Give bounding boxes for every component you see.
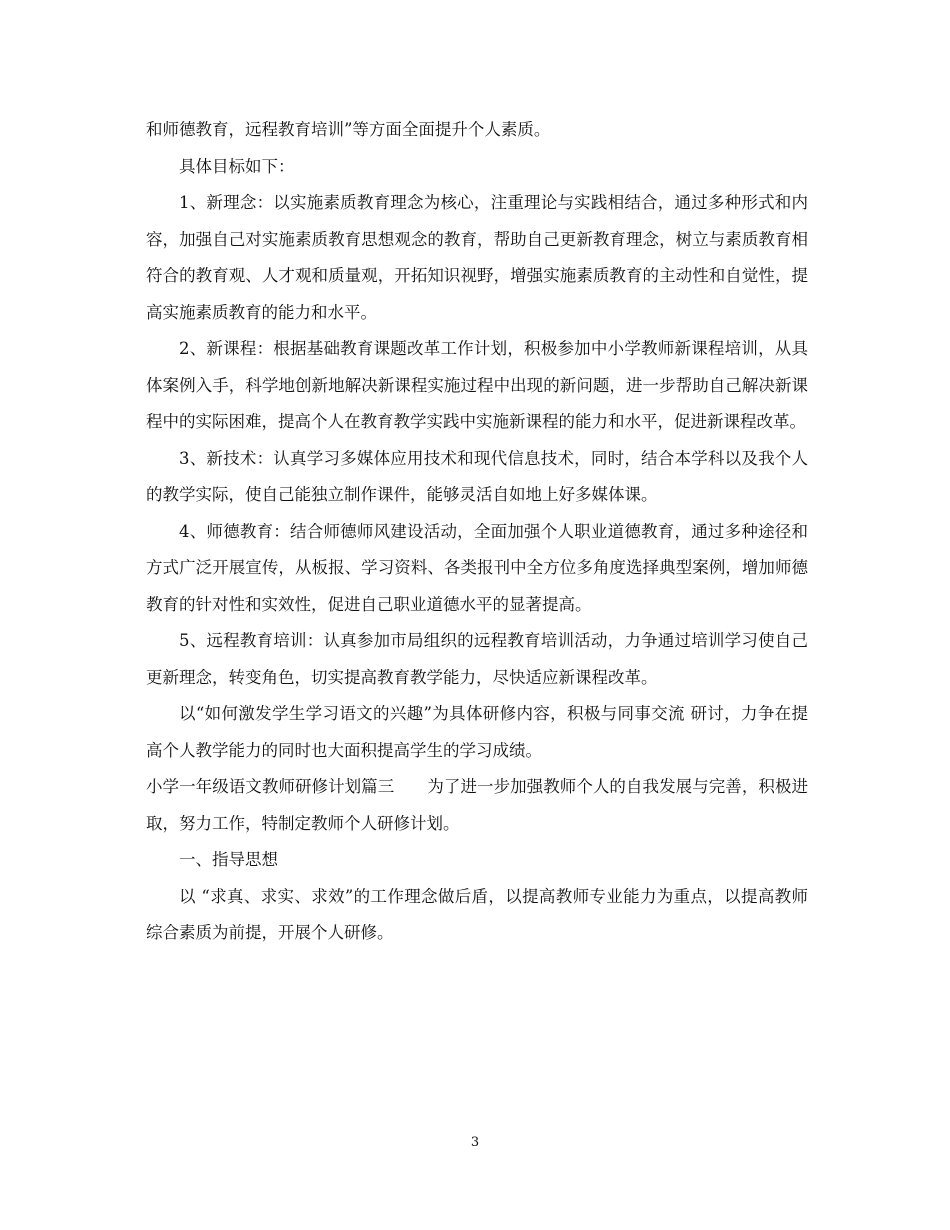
paragraph-goals-heading: 具体目标如下：	[179, 156, 295, 176]
paragraph-new-concept: 1、新理念：以实施素质教育理念为核心，注重理论与实践相结合，通过多种形式和内容，加强自己对实施素质教育思想观念的教育，帮助自己更新教育理念，树立与素质教育相符合的教育观、人才观和质量观，开拓知识视野，增强实施素质教育的主动性和自觉性，提高实施素质教育的能力和水平。	[146, 193, 808, 322]
page-number: 3	[470, 1135, 480, 1150]
paragraph-continuation: 和师德教育，远程教育培训”等方面全面提升个人素质。	[146, 120, 551, 139]
paragraph-new-technology: 3、新技术：认真学习多媒体应用技术和现代信息技术，同时，结合本学科以及我个人的教学实际，使自己能独立制作课件，能够灵活自如地上好多媒体课。	[146, 448, 808, 504]
paragraph-research-content: 以“如何激发学生学习语文的兴趣”为具体研修内容，积极与同事交流 研讨，力争在提高个人教学能力的同时也大面积提高学生的学习成绩。	[146, 704, 808, 760]
paragraph-new-curriculum: 2、新课程：根据基础教育课题改革工作计划，积极参加中小学教师新课程培训，从具体案例入手，科学地创新地解决新课程实施过程中出现的新问题，进一步帮助自己解决新课程中的实际困难，提高个人在教育教学实践中实施新课程的能力和水平，促进新课程改革。	[146, 339, 808, 431]
heading-guiding-ideology: 一、指导思想	[179, 850, 278, 869]
paragraph-ethics-education: 4、师德教育：结合师德师风建设活动，全面加强个人职业道德教育，通过多种途径和方式广泛开展宣传，从板报、学习资料、各类报刊中全方位多角度选择典型案例，增加师德教育的针对性和实效性，促进自己职业道德水平的显著提高。	[146, 521, 808, 614]
paragraph-guiding-ideology: 以 “求真、求实、求效”的工作理念做后盾，以提高教师专业能力为重点，以提高教师综合素质为前提，开展个人研修。	[146, 886, 808, 942]
paragraph-remote-training: 5、远程教育培训：认真参加市局组织的远程教育培训活动，力争通过培训学习使自己更新理念，转变角色，切实提高教育教学能力，尽快适应新课程改革。	[146, 631, 808, 687]
document-body	[146, 112, 808, 952]
paragraph-section-three: 小学一年级语文教师研修计划篇三 为了进一步加强教师个人的自我发展与完善，积极进取，努力工作，特制定教师个人研修计划。	[146, 777, 808, 833]
